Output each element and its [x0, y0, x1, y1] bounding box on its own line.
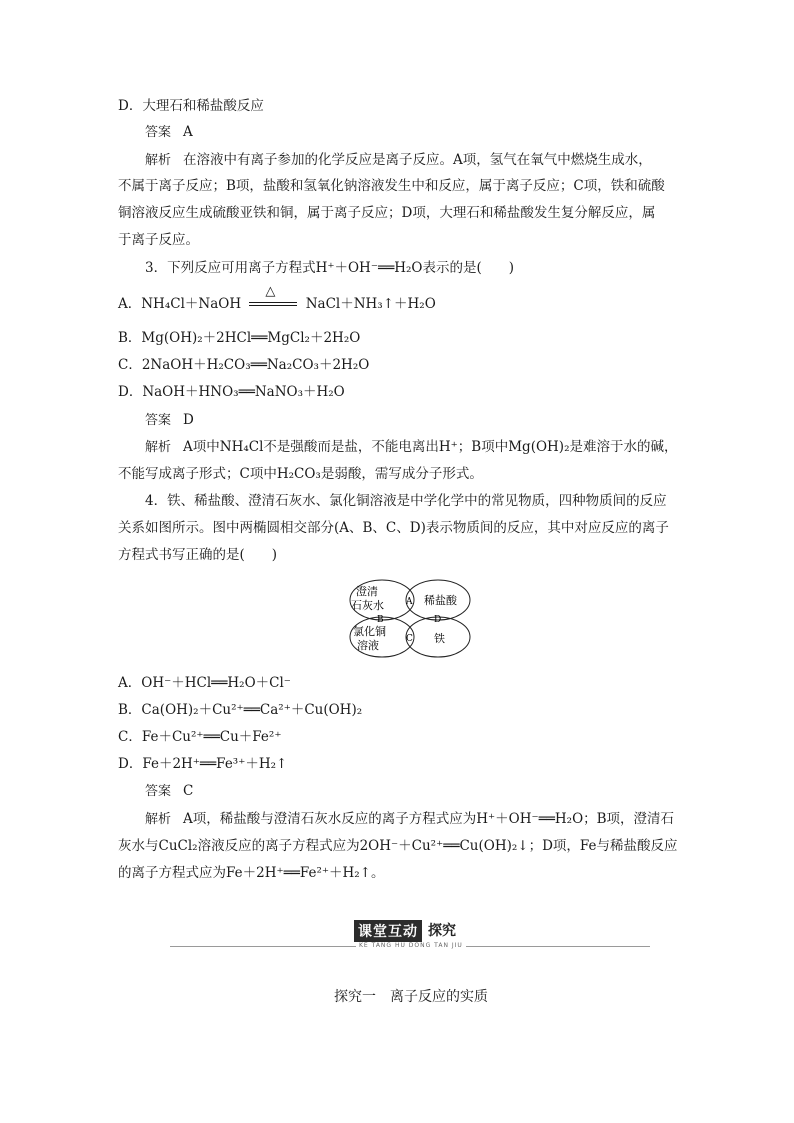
heating-condition-arrow	[245, 284, 301, 314]
label-copper-chloride-2: 溶液	[357, 639, 379, 652]
analysis-text: A项，稀盐酸与澄清石灰水反应的离子方程式应为H⁺＋OH⁻══H₂O；B项，澄清石	[183, 811, 675, 827]
q4-option-b: B．Ca(OH)₂＋Cu²⁺══Ca²⁺＋Cu(OH)₂	[118, 702, 363, 718]
q4-analysis-line-2: 灰水与CuCl₂溶液反应的离子方程式应为2OH⁻＋Cu²⁺══Cu(OH)₂↓；D项，Fe与稀盐酸反应	[118, 838, 678, 854]
q2-analysis-line-1	[145, 150, 652, 171]
region-a: A	[406, 597, 413, 607]
answer-value: A	[183, 124, 193, 140]
q4-stem-line-2: 关系如图所示。图中两椭圆相交部分(A、B、C、D)表示物质间的反应，其中对应反应的离子	[118, 520, 669, 536]
option-a-reactants: A．NH₄Cl＋NaOH	[118, 296, 242, 312]
q4-option-a: A．OH⁻＋HCl══H₂O＋Cl⁻	[118, 675, 291, 691]
q4-option-c: C．Fe＋Cu²⁺══Cu＋Fe²⁺	[118, 729, 282, 745]
label-iron: 铁	[434, 632, 445, 645]
q3-analysis-line-2: 不能写成离子形式；C项中H₂CO₃是弱酸，需写成分子形式。	[118, 466, 483, 482]
q3-analysis-line-1	[145, 437, 677, 458]
section-banner	[170, 915, 650, 955]
q4-stem-line-3: 方程式书写正确的是( )	[118, 547, 278, 563]
q3-option-a	[118, 284, 436, 314]
q4-answer-line	[145, 781, 193, 802]
q3-answer-line	[145, 410, 194, 431]
answer-value: C	[183, 783, 194, 799]
q3-option-c: C．2NaOH＋H₂CO₃══Na₂CO₃＋2H₂O	[118, 357, 370, 373]
q3-stem: 3．下列反应可用离子方程式H⁺＋OH⁻══H₂O表示的是( )	[145, 260, 514, 276]
answer-label: 答案	[145, 413, 172, 428]
region-b: B	[377, 615, 384, 625]
q2-answer-line	[145, 122, 193, 143]
analysis-label: 解析	[145, 812, 172, 827]
label-limewater-2: 石灰水	[351, 599, 384, 612]
banner-title-tail: 探究	[428, 923, 456, 939]
analysis-text: 在溶液中有离子参加的化学反应是离子反应。A项，氢气在氧气中燃烧生成水，	[183, 152, 652, 168]
q2-analysis-line-2: 不属于离子反应；B项，盐酸和氢氧化钠溶液发生中和反应，属于离子反应；C项，铁和硫酸	[118, 178, 665, 194]
section-title: 探究一 离子反应的实质	[334, 989, 488, 1005]
answer-value: D	[183, 412, 194, 428]
q2-option-d: D．大理石和稀盐酸反应	[118, 98, 264, 114]
label-copper-chloride-1: 氯化铜	[353, 625, 386, 638]
region-c: C	[406, 634, 413, 644]
label-hydrochloric-acid: 稀盐酸	[424, 594, 457, 607]
q3-option-d: D．NaOH＋HNO₃══NaNO₃＋H₂O	[118, 384, 345, 400]
banner-pinyin: KE TANG HU DONG TAN JIU	[356, 942, 466, 949]
analysis-label: 解析	[145, 440, 172, 455]
answer-label: 答案	[145, 784, 172, 799]
venn-diagram	[348, 578, 472, 660]
answer-label: 答案	[145, 125, 172, 140]
label-limewater-1: 澄清	[356, 585, 378, 598]
analysis-text: A项中NH₄Cl不是强酸而是盐，不能电离出H⁺；B项中Mg(OH)₂是难溶于水的碱，	[183, 439, 678, 455]
q2-analysis-line-4: 于离子反应。	[118, 232, 199, 248]
heat-symbol: △	[265, 284, 276, 299]
q4-analysis-line-3: 的离子方程式应为Fe＋2H⁺══Fe²⁺＋H₂↑。	[118, 865, 385, 881]
analysis-label: 解析	[145, 153, 172, 168]
q2-analysis-line-3: 铜溶液反应生成硫酸亚铁和铜，属于离子反应；D项，大理石和稀盐酸发生复分解反应，属	[118, 205, 656, 221]
q4-stem-line-1: 4．铁、稀盐酸、澄清石灰水、氯化铜溶液是中学化学中的常见物质，四种物质间的反应	[145, 493, 667, 509]
q3-option-b: B．Mg(OH)₂＋2HCl══MgCl₂＋2H₂O	[118, 330, 361, 346]
q4-option-d: D．Fe＋2H⁺══Fe³⁺＋H₂↑	[118, 756, 288, 772]
q4-analysis-line-1	[145, 809, 674, 830]
banner-boxed-title: 课堂互动	[354, 920, 422, 942]
option-a-products: NaCl＋NH₃↑＋H₂O	[305, 296, 436, 312]
region-d: D	[434, 615, 442, 625]
